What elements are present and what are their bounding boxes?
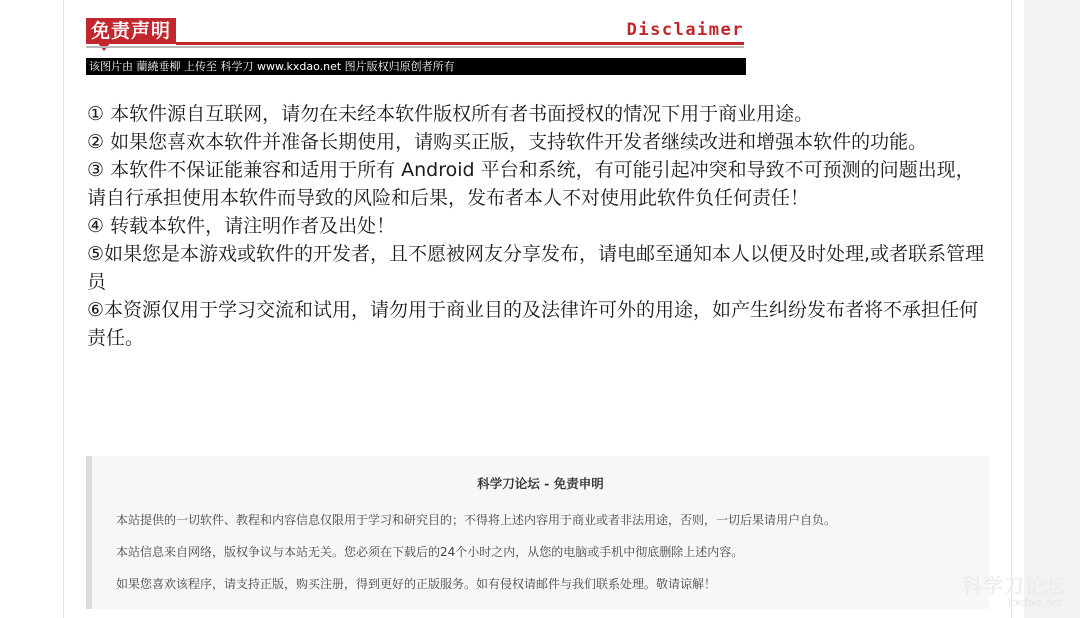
site-disclaimer-line: 本站信息来自网络，版权争议与本站无关。您必须在下载后的24个小时之内，从您的电脑或手机中彻底删除上述内容。 <box>116 545 744 559</box>
site-disclaimer-title: 科学刀论坛 - 免责申明 <box>477 476 604 491</box>
disclaimer-text <box>87 100 992 352</box>
watermark-domain: kxdao.net <box>1008 596 1063 609</box>
disclaimer-item-3: ③ 本软件不保证能兼容和适用于所有 Android 平台和系统，有可能引起冲突和导致不可预测的问题出现，请自行承担使用本软件而导致的风险和后果，发布者本人不对使用此软件负任何责任！ <box>87 159 975 209</box>
right-gutter <box>1024 0 1080 618</box>
disclaimer-item-2: ② 如果您喜欢本软件并准备长期使用，请购买正版，支持软件开发者继续改进和增强本软件的功能。 <box>87 131 928 153</box>
site-disclaimer-line: 如果您喜欢该程序，请支持正版，购买注册，得到更好的正版服务。如有侵权请邮件与我们联系处理。敬请谅解！ <box>116 577 717 591</box>
watermark-text: 科学刀论坛 <box>962 574 1067 598</box>
banner-credit-bar: 该图片由 蘭繞垂柳 上传至 科学刀 www.kxdao.net 图片版权归原创者所有 <box>86 58 746 75</box>
content-right-border <box>1011 0 1012 618</box>
site-disclaimer-line: 本站提供的一切软件、教程和内容信息仅限用于学习和研究目的；不得将上述内容用于商业或者非法用途，否则，一切后果请用户自负。 <box>116 513 837 527</box>
banner-red-rule <box>176 42 744 45</box>
banner-title-en: Disclaimer <box>626 20 744 40</box>
disclaimer-item-1: ① 本软件源自互联网，请勿在未经本软件版权所有者书面授权的情况下用于商业用途。 <box>87 103 814 125</box>
site-disclaimer-box <box>86 456 989 609</box>
forum-watermark <box>960 570 1078 616</box>
content-left-border <box>63 0 64 618</box>
disclaimer-item-6: ⑥本资源仅用于学习交流和试用，请勿用于商业目的及法律许可外的用途，如产生纠纷发布者将不承担任何责任。 <box>87 299 979 349</box>
banner-title-cn: 免责声明 <box>86 18 176 44</box>
disclaimer-item-5: ⑤如果您是本游戏或软件的开发者，且不愿被网友分享发布，请电邮至通知本人以便及时处理,或者联系管理员 <box>87 243 985 293</box>
banner-gray-rule <box>86 46 744 48</box>
disclaimer-item-4: ④ 转载本软件，请注明作者及出处！ <box>87 215 396 237</box>
disclaimer-banner-image <box>86 16 746 76</box>
